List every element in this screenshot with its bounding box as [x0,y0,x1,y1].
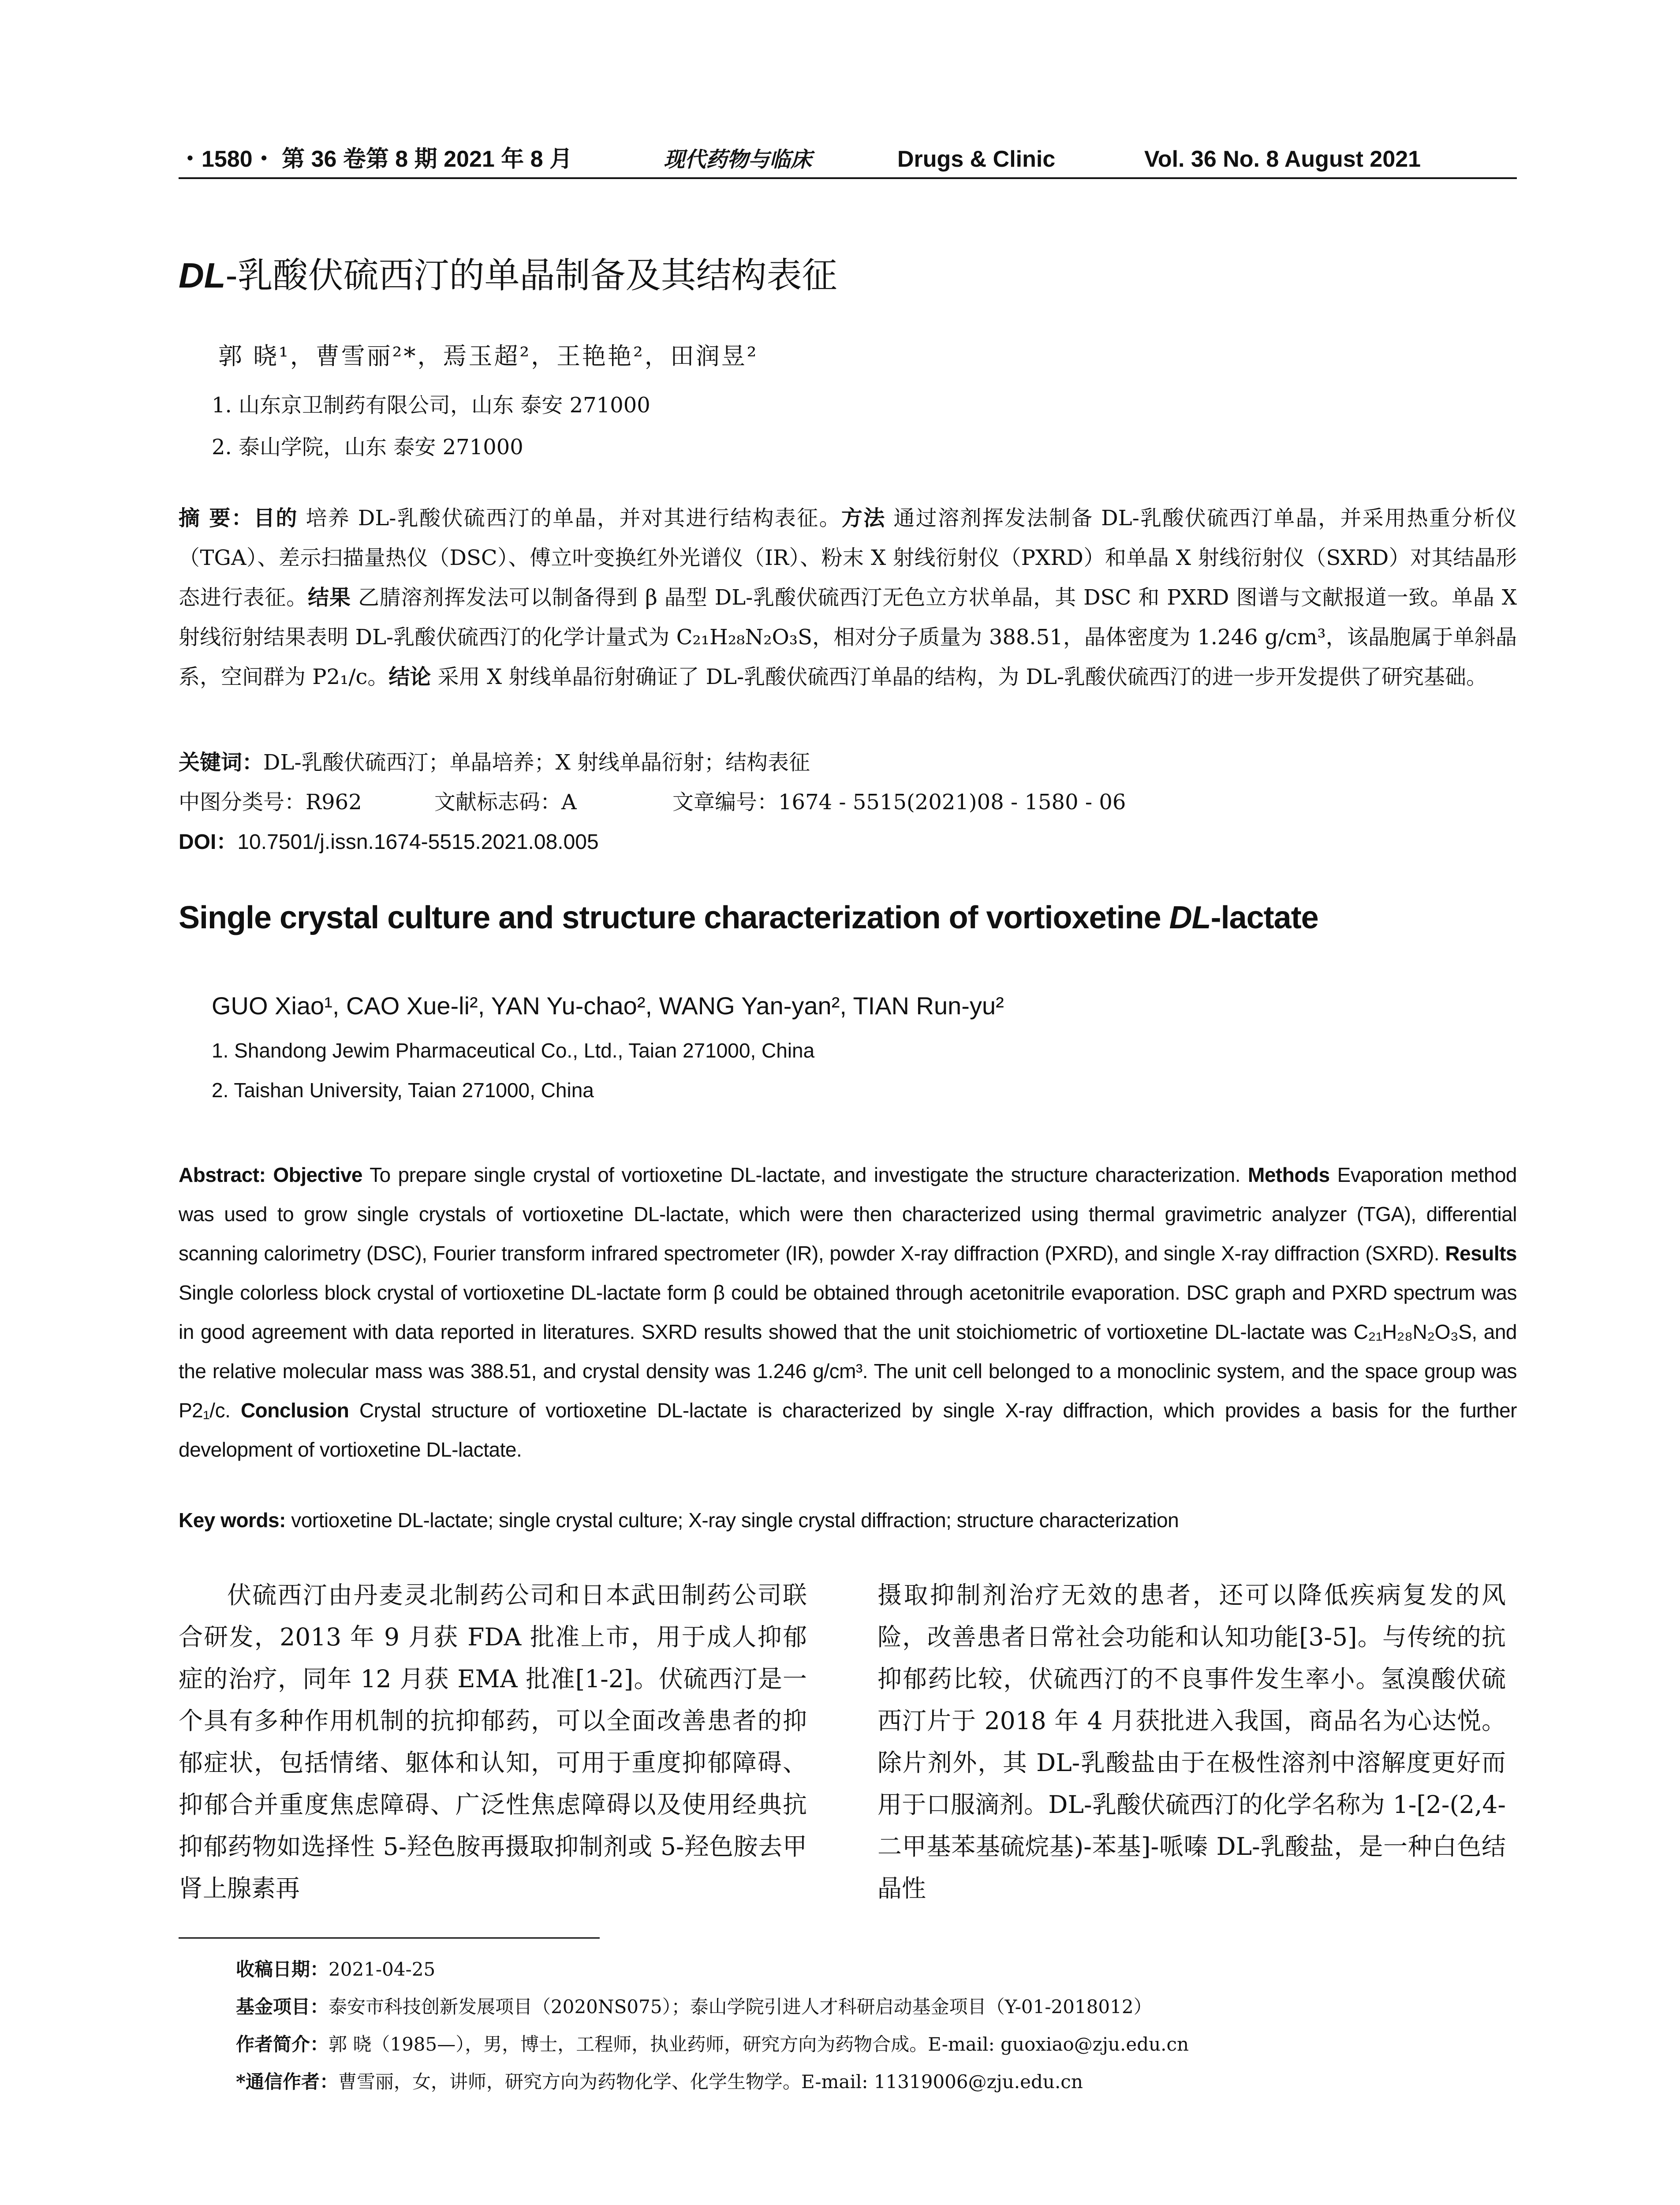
en-method-text: Evaporation method was used to grow single crystals of vortioxetine DL-lactate, which were then characterized using thermal gravimetric analyzer (TGA), differential scanning calorimetry (DSC), Fourier transform infrared spectrometer (IR), powder X-ray diffraction (PXRD), and single X-ray diffraction (SXRD). [179,1163,1517,1265]
footnote-received [236,1955,435,1981]
corr-text: 曹雪丽，女，讲师，研究方向为药物化学、化学生物学。E-mail: 11319006@zju.edu.cn [338,2071,1083,2093]
en-affiliation-1: 1. Shandong Jewim Pharmaceutical Co., Ltd., Taian 271000, China [212,1039,815,1062]
header-journal-cn: 现代药物与临床 [664,147,812,172]
running-header [179,140,1517,173]
doi-link[interactable]: 10.7501/j.issn.1674-5515.2021.08.005 [237,830,599,854]
en-abstract [179,1155,1517,1469]
header-rule [179,177,1517,179]
en-keywords [179,1508,1179,1532]
en-method-label: Methods [1248,1163,1330,1186]
cn-title-dl: DL [179,256,226,295]
en-title-dl: DL [1169,900,1211,935]
cn-result-label: 结果 [308,585,351,610]
doi-label: DOI： [179,830,238,854]
footnote-rule [179,1937,600,1939]
header-journal-en: Drugs & Clinic [897,146,1056,172]
author-label: 作者简介： [236,2033,329,2055]
cn-keywords-text: DL-乳酸伏硫西汀；单晶培养；X 射线单晶衍射；结构表征 [263,750,810,775]
cn-affiliation-2: 2. 泰山学院，山东 泰安 271000 [212,435,523,460]
cn-abstract-label: 摘 要： [179,506,254,531]
cn-doc-code: 文献标志码：A [434,790,577,815]
body-column-left: 伏硫西汀由丹麦灵北制药公司和日本武田制药公司联合研发，2013 年 9 月获 FDA 批准上市，用于成人抑郁症的治疗，同年 12 月获 EMA 批准[1-2]。伏硫西汀是一个具有多种作用机制的抗抑郁药，可以全面改善患者的抑郁症状，包括情绪、躯体和认知，可用于重度抑郁障碍、抑郁合并重度焦虑障碍、广泛性焦虑障碍以及使用经典抗抑郁药物如选择性 5-羟色胺再摄取抑制剂或 5-羟色胺去甲肾上腺素再 [179,1581,807,1902]
cn-abstract [179,498,1517,697]
cn-method-label: 方法 [841,506,886,531]
received-date: 2021-04-25 [329,1958,436,1980]
fund-text: 泰安市科技创新发展项目（2020NS075）；泰山学院引进人才科研启动基金项目（Y-01-2018012） [329,1996,1152,2018]
en-abstract-label: Abstract: Objective [179,1163,362,1186]
en-conclusion-text: Crystal structure of vortioxetine DL-lactate is characterized by single X-ray diffraction, which provides a basis for the further development of vortioxetine DL-lactate. [179,1399,1517,1461]
doi-line [179,825,599,855]
header-issue: ・1580・ 第 36 卷第 8 期 2021 年 8 月 [179,146,573,172]
cn-clc: 中图分类号：R962 [179,790,362,815]
en-objective-text: To prepare single crystal of vortioxetine DL-lactate, and investigate the structure characterization. [362,1163,1248,1186]
en-authors: GUO Xiao¹, CAO Xue-li², YAN Yu-chao², WANG Yan-yan², TIAN Run-yu² [212,992,1004,1020]
cn-title-text: -乳酸伏硫西汀的单晶制备及其结构表征 [225,255,837,296]
footnote-author [236,2030,1189,2056]
cn-keywords [179,745,810,776]
en-title-end: -lactate [1210,900,1318,935]
received-label: 收稿日期： [236,1958,329,1980]
header-volume: Vol. 36 No. 8 August 2021 [1144,146,1421,172]
cn-result-text: 乙腈溶剂挥发法可以制备得到 β 晶型 DL-乳酸伏硫西汀无色立方状单晶，其 DSC 和 PXRD 图谱与文献报道一致。单晶 X 射线衍射结果表明 DL-乳酸伏硫西汀的化学计量式为 C₂₁H₂₈N₂O₃S，相对分子质量为 388.51，晶体密度为 1.246 g/cm³，该晶胞属于单斜晶系，空间群为 P2₁/c。 [179,585,1517,689]
cn-article-no: 文章编号：1674 - 5515(2021)08 - 1580 - 06 [672,790,1126,815]
cn-objective-label: 目的 [254,506,298,531]
en-title-main: Single crystal culture and structure characterization of vortioxetine [179,900,1169,935]
en-keywords-text: vortioxetine DL-lactate; single crystal culture; X-ray single crystal diffraction; structure characterization [285,1509,1179,1532]
footnote-fund [236,1992,1152,2019]
cn-method-text: 通过溶剂挥发法制备 DL-乳酸伏硫西汀单晶，并采用热重分析仪（TGA）、差示扫描量热仪（DSC）、傅立叶变换红外光谱仪（IR）、粉末 X 射线衍射仪（PXRD）和单晶 X 射线衍射仪（SXRD）对其结晶形态进行表征。 [179,506,1517,610]
en-affiliation-2: 2. Taishan University, Taian 271000, China [212,1079,594,1102]
en-result-text: Single colorless block crystal of vortioxetine DL-lactate form β could be obtained through acetonitrile evaporation. DSC graph and PXRD spectrum was in good agreement with data reported in literatures. SXRD results showed that the unit stoichiometric of vortioxetine DL-lactate was C₂₁H₂₈N₂O₃S, and the relative molecular mass was 388.51, and crystal density was 1.246 g/cm³. The unit cell belonged to a monoclinic system, and the space group was P2₁/c. [179,1281,1517,1422]
cn-objective-text: 培养 DL-乳酸伏硫西汀的单晶，并对其进行结构表征。 [298,506,842,531]
en-conclusion-label: Conclusion [240,1399,349,1422]
cn-keywords-label: 关键词： [179,750,264,775]
author-text: 郭 晓（1985—），男，博士，工程师，执业药师，研究方向为药物合成。E-mail: guoxiao@zju.edu.cn [329,2033,1189,2055]
cn-classification-row [179,785,1517,815]
cn-title [179,247,837,298]
cn-authors: 郭 晓¹，曹雪丽²*，焉玉超²，王艳艳²，田润昱² [218,342,758,370]
cn-conclusion-text: 采用 X 射线单晶衍射确证了 DL-乳酸伏硫西汀单晶的结构，为 DL-乳酸伏硫西汀的进一步开发提供了研究基础。 [431,665,1488,689]
corr-label: *通信作者： [236,2071,338,2093]
fund-label: 基金项目： [236,1996,329,2018]
body-column-right: 摄取抑制剂治疗无效的患者，还可以降低疾病复发的风险，改善患者日常社会功能和认知功能[3-5]。与传统的抗抑郁药比较，伏硫西汀的不良事件发生率小。氢溴酸伏硫西汀片于 2018 年 4 月获批进入我国，商品名为心达悦。除片剂外，其 DL-乳酸盐由于在极性溶剂中溶解度更好而用于口服滴剂。DL-乳酸伏硫西汀的化学名称为 1-[2-(2,4-二甲基苯基硫烷基)-苯基]-哌嗪 DL-乳酸盐，是一种白色结晶性 [877,1581,1506,1902]
en-keywords-label: Key words: [179,1509,286,1532]
en-title [179,900,1318,936]
footnote-correspondence [236,2067,1083,2094]
cn-affiliation-1: 1. 山东京卫制药有限公司，山东 泰安 271000 [212,393,650,418]
en-result-label: Results [1445,1242,1517,1265]
cn-conclusion-label: 结论 [388,665,431,689]
